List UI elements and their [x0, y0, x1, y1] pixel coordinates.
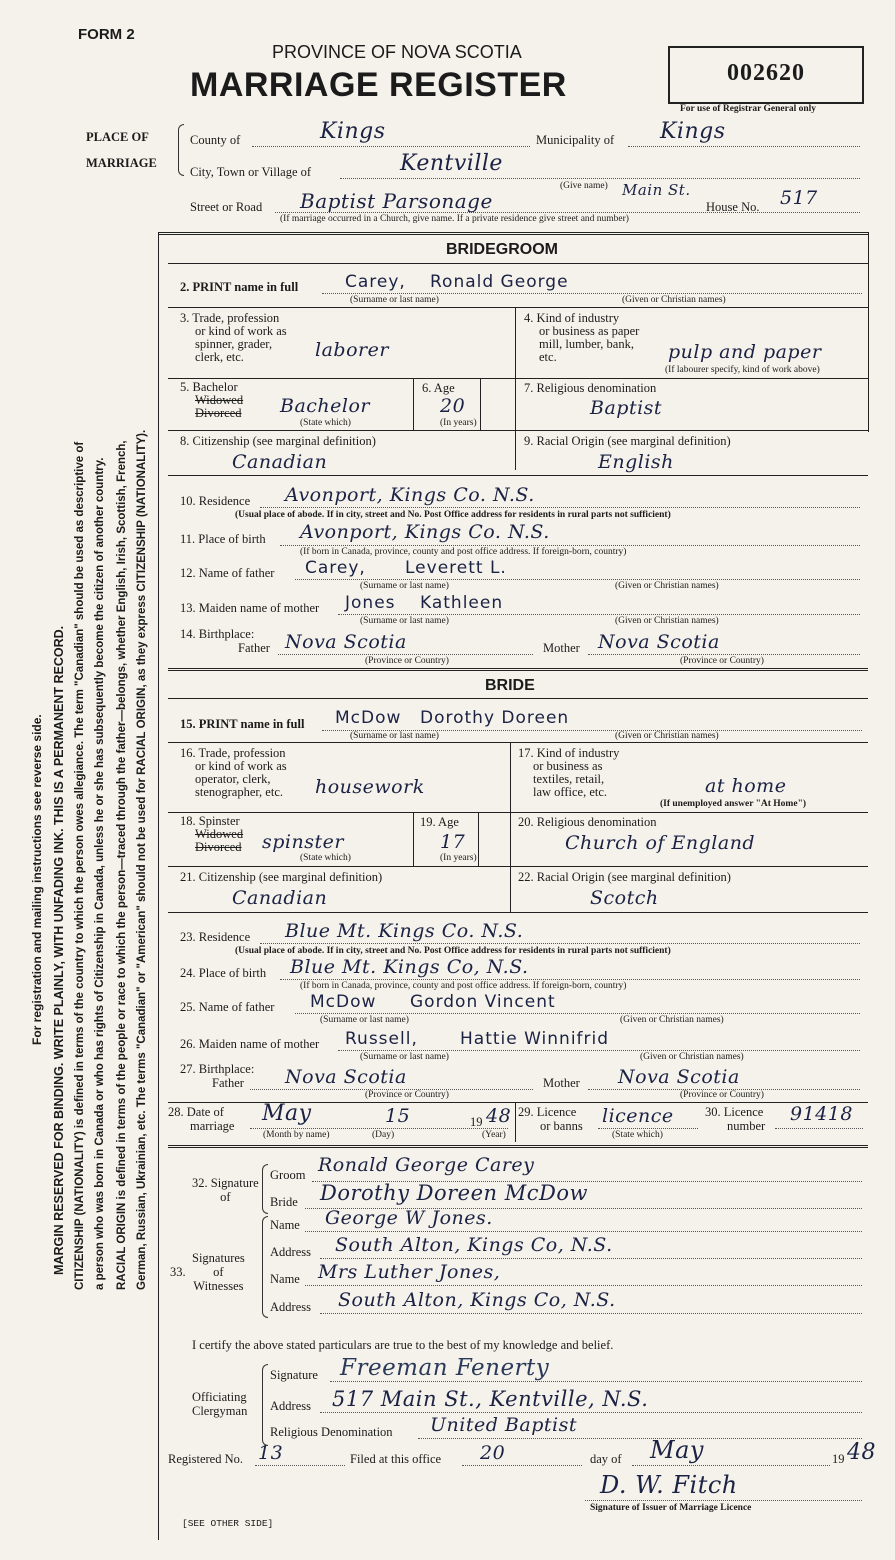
marriage-day: 15	[385, 1105, 411, 1127]
surname-note: (Surname or last name)	[360, 1052, 449, 1062]
bride-given: Dorothy Doreen	[420, 708, 570, 728]
municipality-value: Kings	[660, 119, 726, 144]
groom-residence: Avonport, Kings Co. N.S.	[285, 484, 535, 506]
bride-father-given: Gordon Vincent	[410, 992, 556, 1012]
prov-note: (Province or Country)	[365, 1090, 449, 1100]
brace	[178, 124, 184, 176]
groom-citizenship: Canadian	[232, 451, 328, 473]
bride-birthplace-label: 24. Place of birth	[180, 966, 267, 980]
prov-note: (Province or Country)	[680, 1090, 764, 1100]
registrar-note: For use of Registrar General only	[680, 104, 817, 114]
bride-status-label: 18. Spinster Widowed Divorced	[180, 814, 244, 854]
licence-or-banns: licence	[602, 1105, 674, 1127]
given-note: (Given or Christian names)	[615, 581, 719, 591]
bride-father-birthplace: Nova Scotia	[285, 1066, 407, 1088]
registrar-box	[668, 46, 864, 104]
city-label: City, Town or Village of	[190, 165, 312, 179]
bride-parents-birthplace-label: 27. Birthplace:	[180, 1062, 255, 1076]
give-name-note: (Give name)	[560, 181, 608, 191]
state-which-note: (State which)	[612, 1130, 663, 1140]
state-which-note: (State which)	[300, 418, 351, 428]
groom-residence-label: 10. Residence	[180, 494, 251, 508]
groom-mother-birthplace: Nova Scotia	[598, 631, 720, 653]
house-value: 517	[780, 187, 818, 209]
bride-religion-label: 20. Religious denomination	[518, 815, 657, 829]
given-note: (Given or Christian names)	[640, 1052, 744, 1062]
unemployed-note: (If unemployed answer "At Home")	[660, 799, 807, 809]
bride-status: spinster	[262, 831, 344, 853]
witness-number: 33.	[170, 1265, 186, 1279]
bride-signature: Dorothy Doreen McDow	[320, 1181, 588, 1205]
groom-mother-label: 13. Maiden name of mother	[180, 601, 320, 615]
residence-note: (Usual place of abode. If in city, street and No. Post Office address for residents in rural parts not sufficient)	[235, 510, 671, 520]
registered-number: 13	[258, 1442, 284, 1464]
signature-of-label: 32. Signature of	[192, 1176, 259, 1204]
surname-note: (Surname or last name)	[360, 581, 449, 591]
witness1-name-label: Name	[270, 1218, 300, 1232]
margin-binding-note: MARGIN RESERVED FOR BINDING. WRITE PLAINLY, WITH UNFADING INK. THIS IS A PERMANENT RECORD.	[52, 625, 66, 1275]
groom-religion: Baptist	[590, 397, 663, 419]
industry-note: (If labourer specify, kind of work above)	[665, 365, 820, 375]
city-value: Kentville	[400, 151, 503, 176]
witness1-address: South Alton, Kings Co, N.S.	[335, 1234, 613, 1256]
groom-parents-birthplace-label: 14. Birthplace:	[180, 627, 255, 641]
groom-mother-surname: Jones	[345, 593, 396, 613]
street-value-2: Main St.	[622, 181, 691, 199]
street-note: (If marriage occurred in a Church, give name. If a private residence give street and number)	[280, 214, 629, 224]
clergy-signature-label: Signature	[270, 1368, 318, 1382]
witness2-address-label: Address	[270, 1300, 311, 1314]
county-label: County of	[190, 133, 241, 147]
bride-age-label: 19. Age	[420, 815, 459, 829]
street-label: Street or Road	[190, 200, 263, 214]
clergy-denomination-label: Religious Denomination	[270, 1425, 393, 1439]
bride-trade: housework	[315, 776, 425, 798]
bride-trade-label: 16. Trade, profession or kind of work as operator, clerk, stenographer, etc.	[180, 746, 287, 799]
mother-label: Mother	[543, 641, 580, 655]
groom-father-birthplace: Nova Scotia	[285, 631, 407, 653]
marriage-month: May	[262, 1101, 312, 1126]
given-note: (Given or Christian names)	[620, 1015, 724, 1025]
marriage-year: 48	[486, 1105, 512, 1127]
registration-number: 002620	[727, 60, 805, 86]
groom-citizenship-label: 8. Citizenship (see marginal definition)	[180, 434, 376, 448]
bride-mother-given: Hattie Winnifrid	[460, 1029, 610, 1049]
brace	[262, 1164, 268, 1214]
clergy-address-label: Address	[270, 1399, 311, 1413]
surname-note: (Surname or last name)	[350, 731, 439, 741]
margin-citizenship-def-2: a person who was born in Canada or who has rights of Citizenship in Canada, unless he or she has subsequently become the citizen of another country.	[94, 457, 106, 1290]
groom-father-surname: Carey,	[305, 558, 366, 578]
witness1-name: George W Jones.	[325, 1207, 493, 1229]
groom-sig-label: Groom	[270, 1168, 306, 1182]
groom-birthplace-label: 11. Place of birth	[180, 532, 266, 546]
bride-racial: Scotch	[590, 887, 659, 909]
see-other-side: [SEE OTHER SIDE]	[182, 1518, 274, 1529]
mother-label: Mother	[543, 1076, 580, 1090]
issuer-label: Signature of Issuer of Marriage Licence	[590, 1503, 752, 1513]
groom-status-label: 5. Bachelor Widowed Divorced	[180, 380, 244, 420]
residence-note: (Usual place of abode. If in city, street and No. Post Office address for residents in rural parts not sufficient)	[235, 946, 671, 956]
surname-note: (Surname or last name)	[360, 616, 449, 626]
groom-status: Bachelor	[280, 395, 371, 417]
father-label: Father	[238, 641, 270, 655]
year-note: (Year)	[482, 1130, 506, 1140]
filed-day: 20	[480, 1442, 506, 1464]
groom-religion-label: 7. Religious denomination	[524, 381, 657, 395]
margin-instructions: For registration and mailing instructions see reverse side.	[30, 714, 44, 1045]
prov-note: (Province or Country)	[680, 656, 764, 666]
bride-age: 17	[440, 831, 466, 853]
house-label: House No.	[706, 200, 760, 214]
birth-note: (If born in Canada, province, county and post office address. If foreign-born, country)	[300, 981, 627, 991]
brace	[262, 1364, 268, 1446]
bride-mother-label: 26. Maiden name of mother	[180, 1037, 320, 1051]
witness2-name: Mrs Luther Jones,	[318, 1261, 501, 1283]
licence-number-label: 30. Licence number	[705, 1105, 766, 1133]
bride-father-label: 25. Name of father	[180, 1000, 275, 1014]
state-which-note: (State which)	[300, 853, 351, 863]
bride-industry-label: 17. Kind of industry or business as textiles, retail, law office, etc.	[518, 746, 620, 799]
groom-surname: Carey,	[345, 272, 406, 292]
marriage-label: MARRIAGE	[86, 156, 157, 170]
clergy-denomination: United Baptist	[430, 1414, 577, 1436]
licence-banns-label: 29. Licence or banns	[518, 1105, 583, 1133]
in-years-note: (In years)	[440, 853, 477, 863]
bride-sig-label: Bride	[270, 1195, 298, 1209]
bride-mother-surname: Russell,	[345, 1029, 418, 1049]
prov-note: (Province or Country)	[365, 656, 449, 666]
witnesses-label: Signatures of Witnesses	[192, 1251, 245, 1293]
witness1-address-label: Address	[270, 1245, 311, 1259]
father-label: Father	[212, 1076, 244, 1090]
groom-birthplace: Avonport, Kings Co. N.S.	[300, 521, 550, 543]
date-label: 28. Date of marriage	[168, 1105, 235, 1133]
given-note: (Given or Christian names)	[615, 616, 719, 626]
province-heading: PROVINCE OF NOVA SCOTIA	[272, 42, 522, 62]
day-note: (Day)	[372, 1130, 395, 1140]
groom-signature: Ronald George Carey	[318, 1154, 535, 1176]
margin-racial-def: RACIAL ORIGIN is defined in terms of the people or race to which the person—traced through the father—belongs, whether English, Irish, Scottish, French,	[116, 440, 128, 1290]
page-title: MARRIAGE REGISTER	[190, 66, 567, 104]
day-of-label: day of	[590, 1452, 622, 1466]
witness2-name-label: Name	[270, 1272, 300, 1286]
given-note: (Given or Christian names)	[622, 295, 726, 305]
groom-industry-label: 4. Kind of industry or business as paper mill, lumber, bank, etc.	[524, 311, 640, 364]
groom-trade-label: 3. Trade, profession or kind of work as spinner, grader, clerk, etc.	[180, 311, 287, 364]
filed-label: Filed at this office	[350, 1452, 442, 1466]
year-prefix: 19	[470, 1115, 483, 1129]
groom-age-label: 6. Age	[422, 381, 455, 395]
groom-father-given: Leverett L.	[405, 558, 507, 578]
in-years-note: (In years)	[440, 418, 477, 428]
form-number: FORM 2	[78, 26, 135, 43]
groom-industry: pulp and paper	[668, 341, 822, 363]
birth-note: (If born in Canada, province, county and post office address. If foreign-born, country)	[300, 547, 627, 557]
surname-note: (Surname or last name)	[350, 295, 439, 305]
groom-trade: laborer	[315, 339, 389, 361]
bride-racial-label: 22. Racial Origin (see marginal definition)	[518, 870, 731, 884]
groom-name-label: 2. PRINT name in full	[180, 280, 299, 294]
bride-religion: Church of England	[565, 832, 756, 854]
groom-father-label: 12. Name of father	[180, 566, 275, 580]
surname-note: (Surname or last name)	[320, 1015, 409, 1025]
clergyman-label: Officiating Clergyman	[192, 1390, 248, 1418]
filed-year-prefix: 19	[832, 1452, 845, 1466]
bride-father-surname: McDow	[310, 992, 377, 1012]
witness2-address: South Alton, Kings Co, N.S.	[338, 1289, 616, 1311]
bride-industry: at home	[705, 775, 787, 797]
place-label: PLACE OF	[86, 130, 149, 144]
county-value: Kings	[320, 119, 386, 144]
bride-citizenship: Canadian	[232, 887, 328, 909]
bride-name-label: 15. PRINT name in full	[180, 717, 305, 731]
filed-year: 48	[847, 1440, 876, 1465]
bride-surname: McDow	[335, 708, 402, 728]
bride-mother-birthplace: Nova Scotia	[618, 1066, 740, 1088]
groom-age: 20	[440, 395, 466, 417]
margin-citizenship-def: CITIZENSHIP (NATIONALITY) is defined in terms of the country to which the person owes allegiance. The term "Canadian" should be used as descriptive of	[74, 441, 86, 1290]
clergy-signature: Freeman Fenerty	[340, 1355, 550, 1381]
licence-number: 91418	[790, 1103, 853, 1125]
groom-given: Ronald George	[430, 272, 569, 292]
month-note: (Month by name)	[263, 1130, 330, 1140]
groom-racial-label: 9. Racial Origin (see marginal definition)	[524, 434, 731, 448]
section-bridegroom: BRIDEGROOM	[446, 241, 558, 258]
bride-residence-label: 23. Residence	[180, 930, 251, 944]
bride-residence: Blue Mt. Kings Co. N.S.	[285, 920, 524, 942]
bride-citizenship-label: 21. Citizenship (see marginal definition)	[180, 870, 383, 884]
bride-birthplace: Blue Mt. Kings Co, N.S.	[290, 956, 529, 978]
groom-mother-given: Kathleen	[420, 593, 504, 613]
municipality-label: Municipality of	[536, 133, 615, 147]
certification-text: I certify the above stated particulars are true to the best of my knowledge and belief.	[192, 1338, 614, 1352]
clergy-address: 517 Main St., Kentville, N.S.	[332, 1387, 649, 1411]
margin-racial-def-2: German, Russian, Ukrainian, etc. The terms "Canadian" or "American" should not be used for RACIAL ORIGIN, as they express CITIZENSHIP (NATIONALITY).	[136, 429, 148, 1290]
given-note: (Given or Christian names)	[615, 731, 719, 741]
section-bride: BRIDE	[485, 677, 535, 694]
registered-label: Registered No.	[168, 1452, 243, 1466]
filed-month: May	[650, 1436, 704, 1464]
brace	[262, 1216, 268, 1318]
street-value: Baptist Parsonage	[300, 189, 493, 213]
groom-racial: English	[598, 451, 674, 473]
issuer-signature: D. W. Fitch	[600, 1471, 738, 1499]
